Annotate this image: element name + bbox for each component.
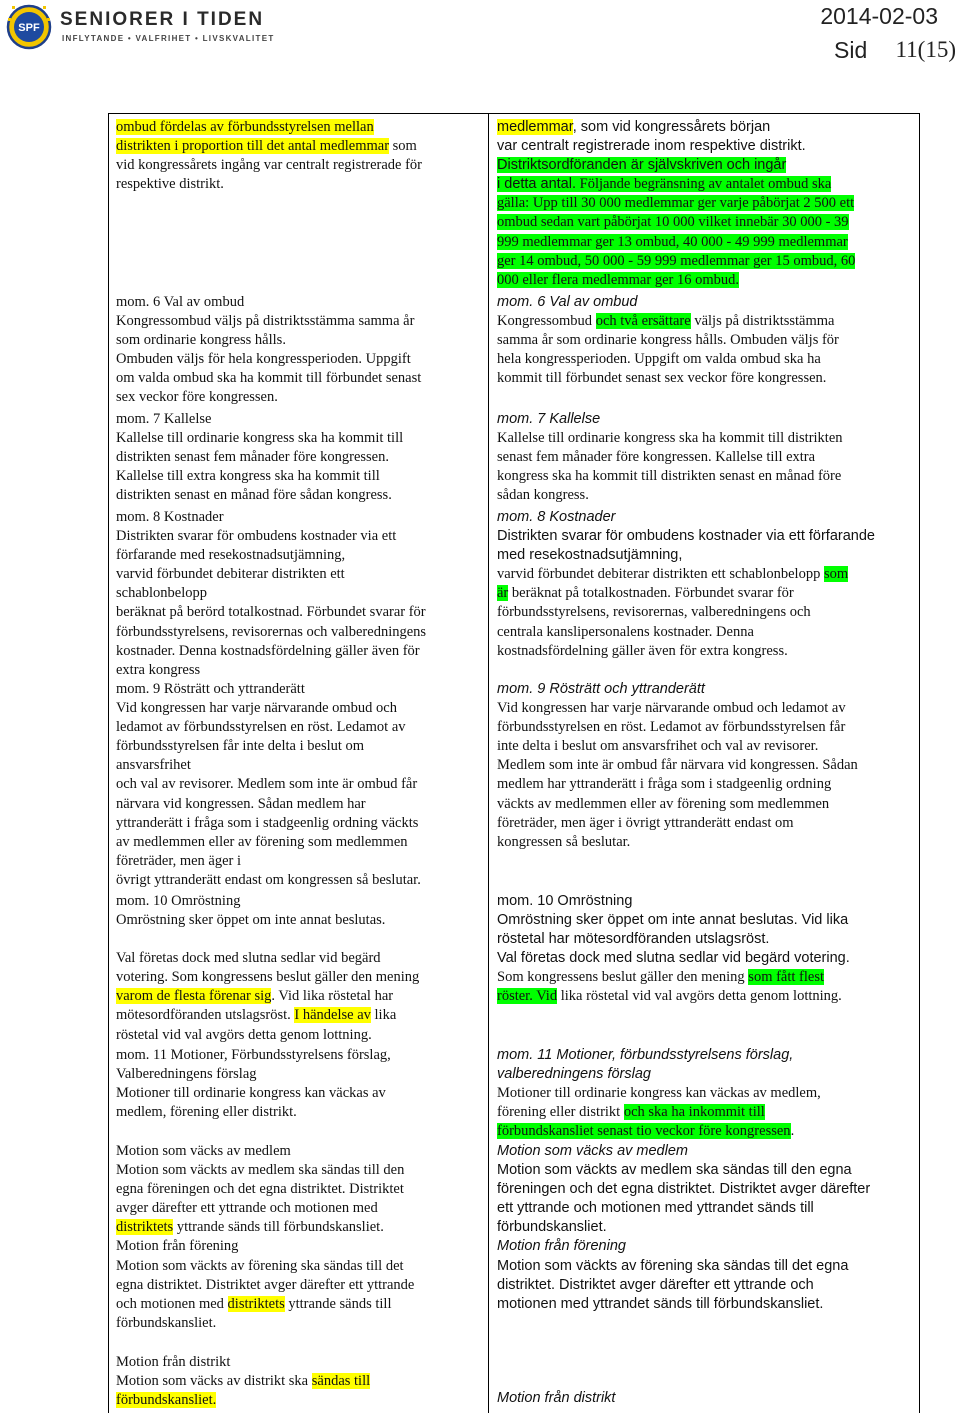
organization-name: SENIORER I TIDEN <box>60 9 265 30</box>
section-title: mom. 11 Motioner, förbundsstyrelsens förslag, <box>497 1047 794 1063</box>
section-title: mom. 9 Rösträtt och yttranderätt <box>116 681 305 697</box>
subsection-title: Motion från distrikt <box>116 1354 231 1370</box>
right-section-10: mom. 10 Omröstning Omröstning sker öppet om inte annat beslutas. Vid lika röstetal har mötesordföranden utslagsröst. Val företas dock med slutna sedlar vid begärd votering. Som kongressens beslut gäller den mening som fått flest röster. Vid lika röstetal vid val avgörs detta genom lottning. <box>497 893 850 1005</box>
left-section-8: mom. 8 Kostnader Distrikten svarar för ombudens kostnader via ett förfarande med resekostnadsutjämning, varvid förbundet debiterar distrikten ett schablonbelopp beräknat på berörd totalkostnad. Förbundet svarar för förbundsstyrelsens, revisorernas och valberedningens kostnader. Denna kostnadsfördelning gäller även för extra kongress <box>116 509 427 678</box>
section-title: mom. 10 Omröstning <box>116 893 241 909</box>
right-section-9: mom. 9 Rösträtt och yttranderätt Vid kongressen har varje närvarande ombud och ledamot av förbundsstyrelsen en röst. Ledamot av förbundsstyrelsen får inte delta i beslut om ansvarsfrihet och val av revisorer. Medlem som inte är ombud får närvara vid kongressen. Sådan medlem har yttranderätt i fråga som i stadgeenlig ordning väckts av medlemmen eller av förening som medlemmen företräder, men äger i övrigt yttranderätt endast om kongressen så beslutar. <box>497 681 858 850</box>
right-motion-medlem: Motion som väcks av medlem Motion som väckts av medlem ska sändas till den egna föreningen och det egna distriktet. Distriktet avger därefter ett yttrande och motionen med yttrandet sänds till förbundskansliet. Motion från förening Motion som väckts av förening ska sändas till det egna distriktet. Distriktet avger därefter ett yttrande och motionen med yttrandet sänds till förbundskansliet. <box>497 1143 871 1312</box>
left-section-11: mom. 11 Motioner, Förbundsstyrelsens förslag, Valberedningens förslag Motioner till ordinarie kongress kan väckas av medlem, förening eller distrikt. <box>116 1047 391 1121</box>
right-section-8: mom. 8 Kostnader Distrikten svarar för ombudens kostnader via ett förfarande med resekostnadsutjämning, varvid förbundet debiterar distrikten ett schablonbelopp som är beräknat på totalkostnaden. Förbundet svarar för förbundsstyrelsens, revisorernas, valberedningens och centrala kanslipersonalens kostnader. Denna kostnadsfördelning gäller även för extra kongress. <box>497 509 875 659</box>
page-label: Sid <box>834 37 868 63</box>
section-title: mom. 9 Rösträtt och yttranderätt <box>497 681 705 697</box>
right-section-11: mom. 11 Motioner, förbundsstyrelsens förslag, valberedningens förslag Motioner till ordinarie kongress kan väckas av medlem, förening eller distrikt och ska ha inkommit till förbundskansliet senast tio veckor före kongressen. <box>497 1047 821 1140</box>
subsection-title: Motion som väcks av medlem <box>116 1143 291 1159</box>
spf-logo <box>6 4 52 50</box>
subsection-title: Motion som väcks av medlem <box>497 1143 688 1159</box>
right-section-7: mom. 7 Kallelse Kallelse till ordinarie kongress ska ha kommit till distrikten senast fem månader före kongressen. Kallelse till extra kongress ska ha kommit till distrikten senast en månad före sådan kongress. <box>497 411 843 504</box>
column-divider <box>488 113 489 1413</box>
subsection-title: Motion från distrikt <box>497 1390 616 1406</box>
section-title: mom. 6 Val av ombud <box>116 294 245 310</box>
subsection-title: Motion från förening <box>497 1238 626 1255</box>
right-intro: medlemmar, som vid kongressårets början var centralt registrerade inom respektive distrikt. Distriktsordföranden är självskriven och ingår i detta antal. Följande begränsning av antalet ombud ska gälla: Upp till 30 000 medlemmar ger varje påbörjat 2 500 ett ombud sedan vart påbörjat 10 000 vilket innebär 30 000 - 39 999 medlemmar ger 13 ombud, 40 000 - 49 999 medlemmar ger 14 ombud, 50 000 - 59 999 medlemmar ger 15 ombud, 60 000 eller flera medlemmar ger 16 ombud. <box>497 119 856 288</box>
left-intro: ombud fördelas av förbundsstyrelsen mellan distrikten i proportion till det antal medlemmar som vid kongressårets ingång var centralt registrerade för respektive distrikt. <box>116 119 422 193</box>
document-date: 2014-02-03 <box>820 3 938 29</box>
left-section-7: mom. 7 Kallelse Kallelse till ordinarie kongress ska ha kommit till distrikten senast fem månader före kongressen. Kallelse till extra kongress ska ha kommit till distrikten senast en månad före sådan kongress. <box>116 411 404 504</box>
section-title: mom. 8 Kostnader <box>116 509 224 525</box>
left-section-6: mom. 6 Val av ombud Kongressombud väljs på distriktsstämma samma år som ordinarie kongress hålls. Ombuden väljs för hela kongressperioden. Uppgift om valda ombud ska ha kommit till förbundet senast sex veckor före kongressen. <box>116 294 422 406</box>
section-title: mom. 8 Kostnader <box>497 509 616 525</box>
left-section-9: mom. 9 Rösträtt och yttranderätt Vid kongressen har varje närvarande ombud och ledamot av förbundsstyrelsen en röst. Ledamot av förbundsstyrelsen får inte delta i beslut om ansvarsfrihet och val av revisorer. Medlem som inte är ombud får närvara vid kongressen. Sådan medlem har yttranderätt i fråga som i stadgeenlig ordning väckts av medlemmen eller av förening som medlemmen företräder, men äger i övrigt yttranderätt endast om kongressen så beslutar. <box>116 681 421 888</box>
svg-text:SPF: SPF <box>18 22 40 34</box>
subsection-title: Motion från förening <box>116 1238 239 1255</box>
page-header <box>0 0 960 70</box>
section-title: mom. 10 Omröstning <box>497 893 633 909</box>
page-number: 11(15) <box>895 37 956 62</box>
right-section-6: mom. 6 Val av ombud Kongressombud och två ersättare väljs på distriktsstämma samma år som ordinarie kongress hålls. Ombuden väljs för hela kongressperioden. Uppgift om valda ombud ska ha kommit till förbundet senast sex veckor före kongressen. <box>497 294 839 387</box>
right-motion-distrikt <box>497 1389 615 1408</box>
section-title: mom. 7 Kallelse <box>116 411 212 427</box>
section-title: mom. 11 Motioner, Förbundsstyrelsens förslag, <box>116 1047 391 1063</box>
left-motion-medlem: Motion som väcks av medlem Motion som väckts av medlem ska sändas till den egna föreningen och det egna distriktet. Distriktet avger därefter ett yttrande och motionen med distriktets yttrande sänds till förbundskansliet. Motion från förening Motion som väckts av förening ska sändas till det egna distriktet. Distriktet avger därefter ett yttrande och motionen med distriktets yttrande sänds till förbundskansliet. <box>116 1143 415 1331</box>
organization-tagline: INFLYTANDE • VALFRIHET • LIVSKVALITET <box>62 34 275 43</box>
left-motion-distrikt: Motion från distrikt Motion som väcks av distrikt ska sändas till förbundskansliet. <box>116 1354 371 1409</box>
section-title: mom. 6 Val av ombud <box>497 294 638 310</box>
left-section-10: mom. 10 Omröstning Omröstning sker öppet om inte annat beslutas. Val företas dock med slutna sedlar vid begärd votering. Som kongressens beslut gäller den mening varom de flesta förenar sig. Vid lika röstetal har mötesordföranden utslagsröst. I händelse av lika röstetal vid val avgörs detta genom lottning. <box>116 893 420 1043</box>
section-title: mom. 7 Kallelse <box>497 411 601 427</box>
